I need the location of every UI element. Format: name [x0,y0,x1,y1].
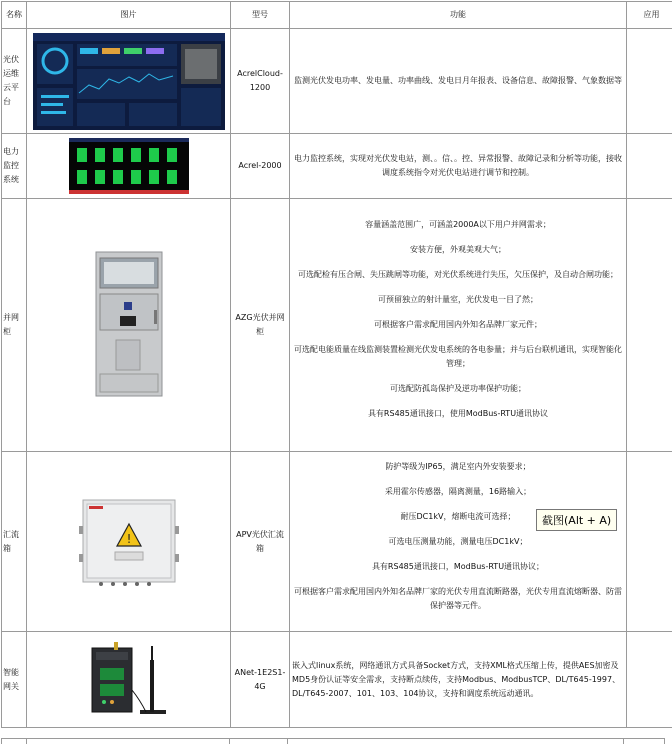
header-application: 应用 [627,2,672,29]
table-row [2,632,672,728]
table-row [2,452,672,632]
header-row [2,2,672,29]
function-line: 防护等级为IP65，满足室内外安装要求； [292,460,624,474]
function-line: 电力监控系统，实现对光伏发电站，测、。信、。控、异常报警、故障记录和分析等功能，接收调度系统指令对光伏电站进行调节和控制。 [292,152,624,180]
table-row [2,199,672,452]
function-line: 具有RS485通讯接口，使用ModBus-RTU通讯协议 [292,407,624,421]
combiner-box-icon [79,496,179,588]
function-line: 可根据客户需求配用国内外知名品牌厂家的光伏专用直流断路器，光伏专用直流熔断器、防雷保护器等元件。 [292,585,624,613]
row-model: Acrel-2000 [231,134,290,199]
function-line: 采用霍尔传感器，隔离测量，16路输入； [292,485,624,499]
monitoring-screen-icon [69,138,189,194]
row-function [290,134,627,199]
row-model: AZG光伏并网柜 [231,199,290,452]
function-line: 耐压DC1kV，熔断电流可选择； [292,510,624,524]
row-image [27,452,231,632]
function-line: 可选配检有压合闸、失压跳闸等功能，对光伏系统进行失压，欠压保护，及自动合闸功能； [292,268,624,282]
row-function [290,452,627,632]
function-line: 具有RS485通讯接口，ModBus-RTU通讯协议； [292,560,624,574]
row-model: AcrelCloud-1200 [231,29,290,134]
row-name: 并网柜 [2,199,27,452]
function-line: 可选配防孤岛保护及逆功率保护功能； [292,382,624,396]
cabinet-icon [94,250,164,400]
row-name: 电力监控系统 [2,134,27,199]
row-application [627,632,672,728]
row-application [627,452,672,632]
function-line: 嵌入式linux系统，网络通讯方式具备Socket方式，支持XML格式压缩上传，提供AES加密及MD5身份认证等安全需求，支持断点续传，支持Modbus、ModbusTCP、DL/T645-1997、DL/T645-2007、101、103、104协议，支持和调度系统远动通讯。 [292,659,624,701]
table-row [2,134,672,199]
function-line: 安装方便，外观美观大气； [292,243,624,257]
function-line: 监测光伏发电功率、发电量、功率曲线、发电日月年报表、设备信息、故障报警、气象数据等 [292,74,624,88]
cloud-platform-screenshot-icon [33,33,225,130]
function-line: 容量涵盖范围广，可涵盖2000A以下用户并网需求； [292,218,624,232]
svg-text:!: ! [126,532,131,546]
row-model: APV光伏汇流箱 [231,452,290,632]
row-function [290,632,627,728]
function-line: 可选电压测量功能，测量电压DC1kV； [292,535,624,549]
row-application [627,199,672,452]
function-line: 可预留独立的射计量室，光伏发电一目了然； [292,293,624,307]
row-model: ANet-1E2S1-4G [231,632,290,728]
row-function [290,199,627,452]
gateway-icon [84,640,174,720]
header-function: 功能 [290,2,627,29]
header-image: 图片 [27,2,231,29]
row-name: 汇流箱 [2,452,27,632]
row-name: 智能网关 [2,632,27,728]
function-line: 可根据客户需求配用国内外知名品牌厂家元件； [292,318,624,332]
row-application [627,29,672,134]
header-model: 型号 [231,2,290,29]
spec-table [1,1,672,728]
header-name: 名称 [2,2,27,29]
row-image [27,29,231,134]
row-image [27,199,231,452]
function-line: 可选配电能质量在线监测装置检测光伏发电系统的各电参量；并与后台联机通讯，实现智能化管理； [292,343,624,371]
row-image [27,134,231,199]
screenshot-tooltip: 截图(Alt + A) [536,509,617,531]
row-name: 光伏运维云平台 [2,29,27,134]
next-row-edge [1,738,665,744]
row-function [290,29,627,134]
row-image [27,632,231,728]
table-row [2,29,672,134]
row-application [627,134,672,199]
